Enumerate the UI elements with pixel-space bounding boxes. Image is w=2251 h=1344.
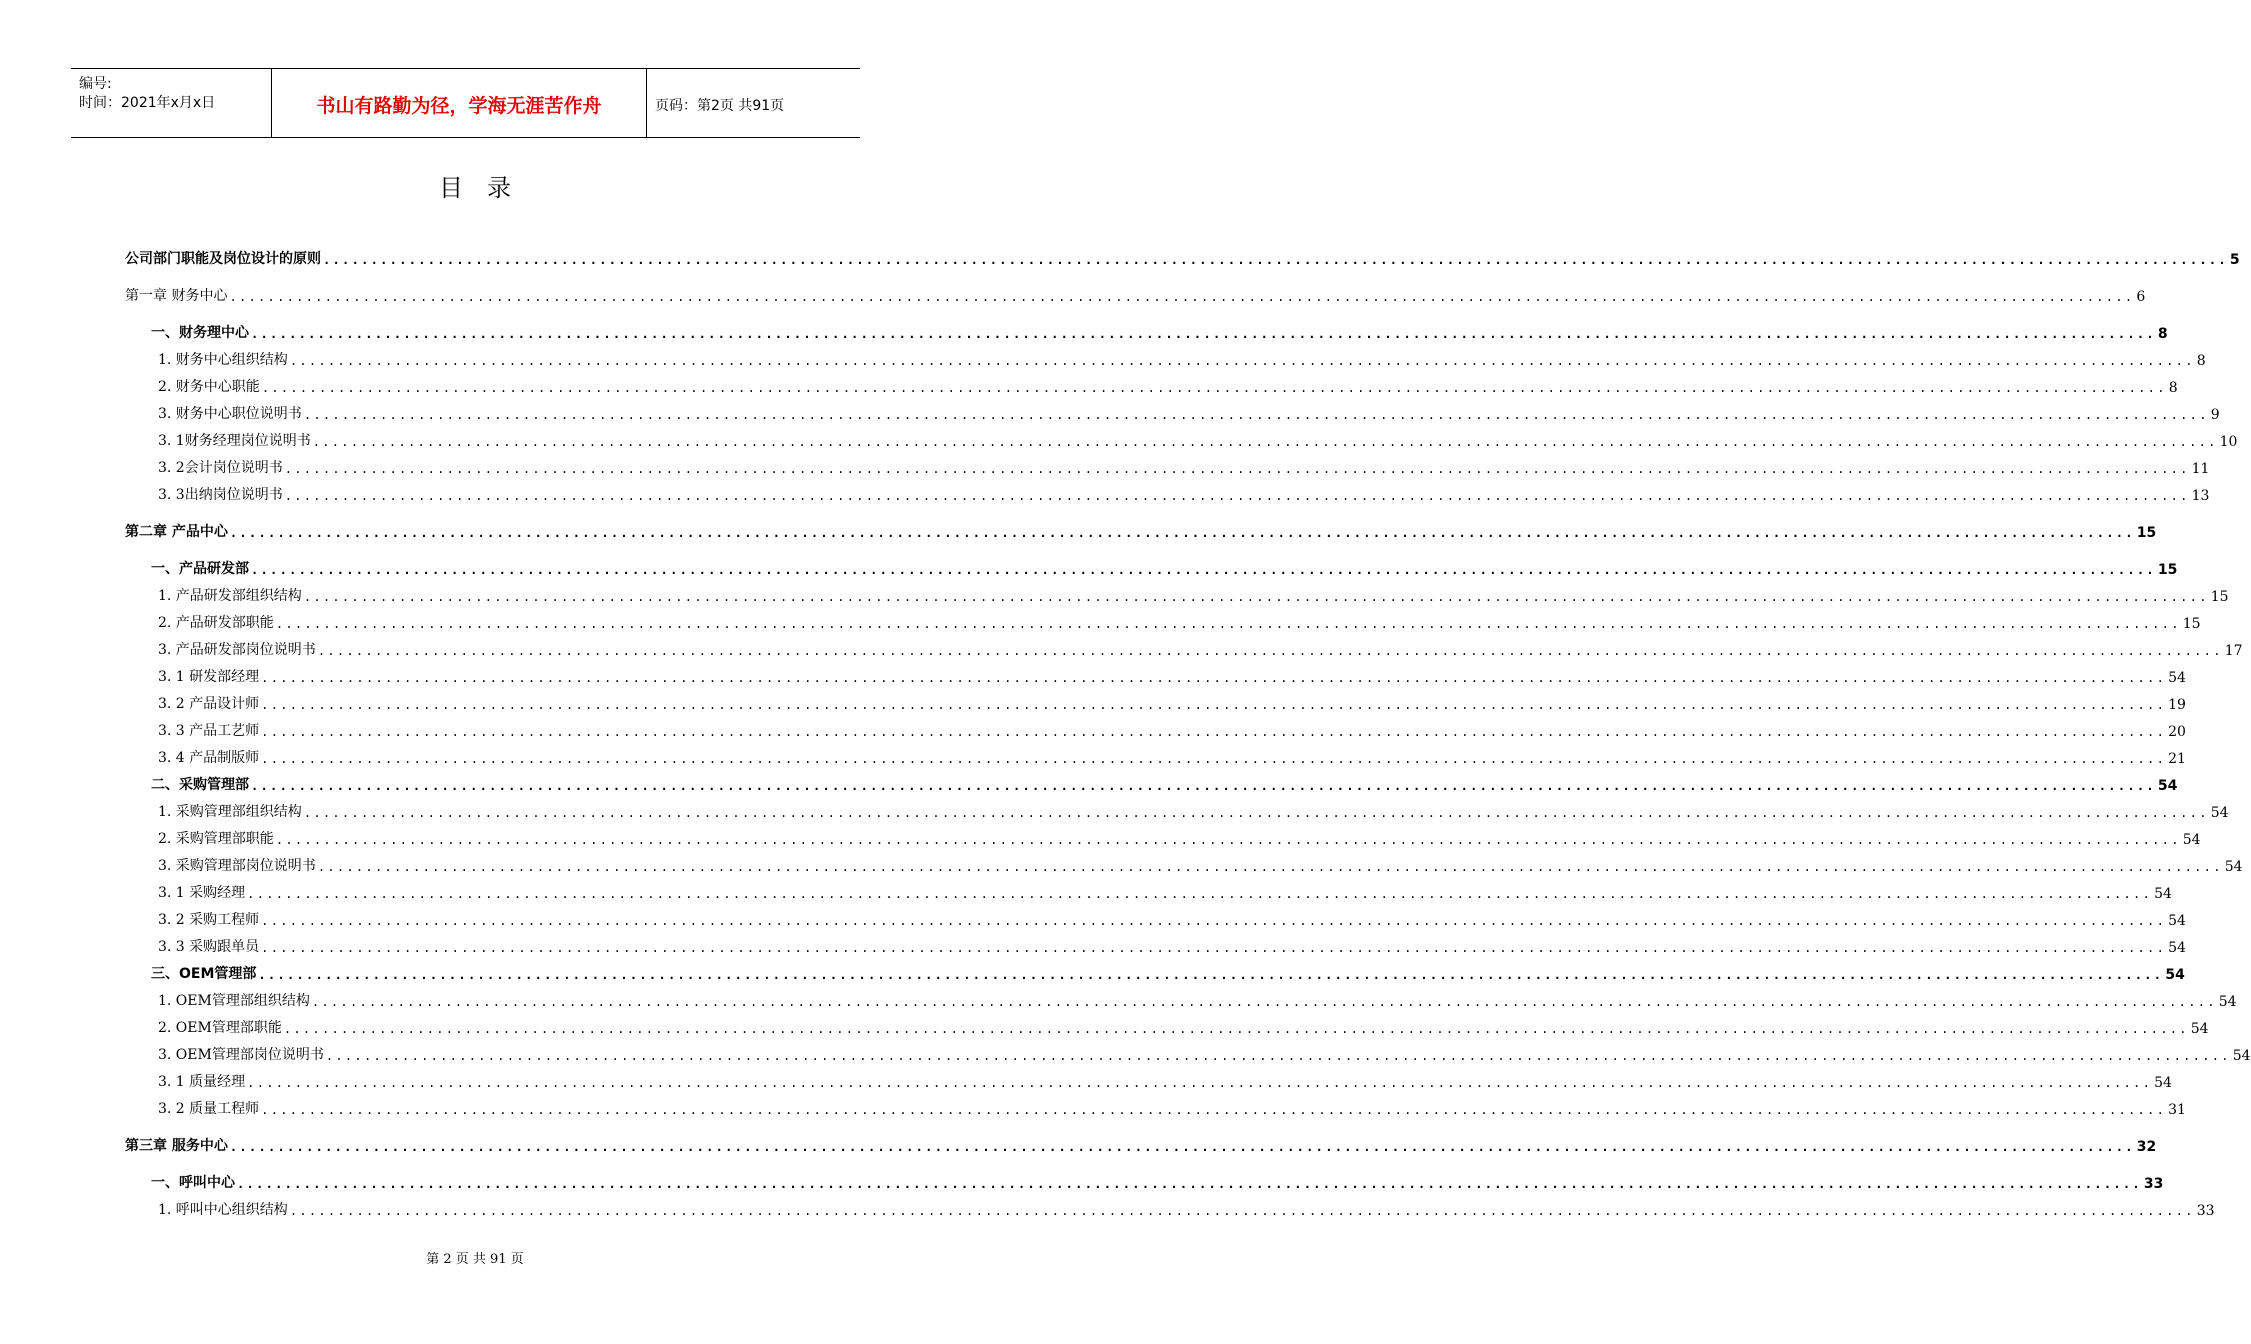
- toc-leader-dots: ........................................................................................................................................................................................................: [261, 381, 2167, 395]
- toc-entry-label: 3. 1 质量经理: [158, 1074, 246, 1090]
- toc-leader-dots: ........................................................................................................................................................................................................: [303, 590, 2209, 604]
- toc-leader-dots: ........................................................................................................................................................................................................: [317, 644, 2223, 658]
- toc-entry-page: 15: [2136, 525, 2157, 541]
- toc-entry-page: 31: [2168, 1102, 2186, 1118]
- toc-entry-page: 20: [2168, 724, 2186, 740]
- toc-leader-dots: ........................................................................................................................................................................................................: [251, 327, 2156, 341]
- toc-entry-label: 1. 财务中心组织结构: [158, 352, 288, 368]
- toc-entry-page: 54: [2190, 1021, 2209, 1037]
- toc-entry-label: 三、OEM管理部: [151, 966, 257, 982]
- toc-entry-page: 15: [2210, 589, 2229, 605]
- toc-entry-page: 5: [2229, 252, 2240, 268]
- header-meta: [79, 75, 215, 113]
- toc-entry-label: 3. 产品研发部岗位说明书: [158, 642, 316, 658]
- toc-entry-page: 54: [2232, 1048, 2251, 1064]
- toc-leader-dots: ........................................................................................................................................................................................................: [251, 563, 2156, 577]
- toc-entry[interactable]: [125, 1044, 2251, 1064]
- toc-entry-label: 3. 采购管理部岗位说明书: [158, 858, 316, 874]
- toc-leader-dots: ........................................................................................................................................................................................................: [261, 941, 2167, 955]
- toc-entry[interactable]: [125, 585, 2229, 605]
- toc-entry[interactable]: [125, 1199, 2215, 1219]
- toc-entry[interactable]: [125, 774, 2178, 794]
- toc-entry[interactable]: [125, 666, 2186, 686]
- toc-entry[interactable]: [125, 1135, 2157, 1155]
- toc-leader-dots: ........................................................................................................................................................................................................: [229, 526, 2135, 540]
- toc-leader-dots: ........................................................................................................................................................................................................: [229, 290, 2135, 304]
- toc-leader-dots: ........................................................................................................................................................................................................: [261, 752, 2167, 766]
- toc-leader-dots: ........................................................................................................................................................................................................: [237, 1177, 2142, 1191]
- toc-entry-label: 2. OEM管理部职能: [158, 1020, 282, 1036]
- toc-entry[interactable]: [125, 430, 2238, 450]
- toc-entry-page: 10: [2219, 434, 2238, 450]
- toc-entry-label: 一、产品研发部: [151, 561, 249, 577]
- toc-leader-dots: ........................................................................................................................................................................................................: [261, 1103, 2167, 1117]
- toc-entry-page: 15: [2182, 616, 2201, 632]
- toc-entry[interactable]: [125, 1017, 2209, 1037]
- page-title: 目录: [439, 174, 535, 202]
- toc-leader-dots: ........................................................................................................................................................................................................: [325, 1049, 2231, 1063]
- toc-entry-label: 二、采购管理部: [151, 777, 249, 793]
- toc-entry-page: 54: [2165, 967, 2185, 983]
- toc-entry[interactable]: [125, 990, 2237, 1010]
- toc-entry[interactable]: [125, 747, 2186, 767]
- toc-entry-label: 3. 2 产品设计师: [158, 696, 260, 712]
- toc-entry-label: 1. 采购管理部组织结构: [158, 804, 302, 820]
- toc-entry[interactable]: [125, 828, 2201, 848]
- toc-entry[interactable]: [125, 855, 2243, 875]
- toc-entry[interactable]: [125, 558, 2178, 578]
- toc-entry-label: 第二章 产品中心: [125, 524, 228, 540]
- toc-entry-label: 3. 3 产品工艺师: [158, 723, 260, 739]
- toc-entry[interactable]: [125, 403, 2220, 423]
- toc-leader-dots: ........................................................................................................................................................................................................: [312, 435, 2218, 449]
- toc-entry-label: 3. 2会计岗位说明书: [158, 460, 283, 476]
- toc-entry[interactable]: [125, 376, 2178, 396]
- toc-entry-label: 2. 财务中心职能: [158, 379, 260, 395]
- toc-entry-page: 54: [2168, 940, 2186, 956]
- toc-leader-dots: ........................................................................................................................................................................................................: [258, 968, 2164, 982]
- toc-entry[interactable]: [125, 612, 2201, 632]
- toc-entry[interactable]: [125, 457, 2210, 477]
- toc-entry-page: 15: [2157, 562, 2178, 578]
- toc-entry-page: 21: [2168, 751, 2186, 767]
- toc-entry-page: 8: [2157, 326, 2168, 342]
- toc-entry-page: 54: [2154, 1075, 2172, 1091]
- toc-entry-label: 3. 3出纳岗位说明书: [158, 487, 283, 503]
- toc-entry-page: 8: [2168, 380, 2178, 396]
- toc-entry-label: 第一章 财务中心: [125, 288, 228, 304]
- toc-entry[interactable]: [125, 909, 2186, 929]
- toc-entry[interactable]: [125, 1071, 2172, 1091]
- toc-entry[interactable]: [125, 1098, 2186, 1118]
- toc-entry[interactable]: [125, 720, 2186, 740]
- toc-leader-dots: ........................................................................................................................................................................................................: [289, 1204, 2195, 1218]
- toc-entry-page: 11: [2191, 461, 2210, 477]
- page-footer: 第 2 页 共 91 页: [426, 1252, 524, 1267]
- toc-entry[interactable]: [125, 963, 2185, 983]
- toc-entry-label: 3. 1 采购经理: [158, 885, 246, 901]
- toc-leader-dots: ........................................................................................................................................................................................................: [261, 725, 2167, 739]
- toc-entry[interactable]: [125, 936, 2186, 956]
- toc-entry[interactable]: [125, 1172, 2164, 1192]
- toc-leader-dots: ........................................................................................................................................................................................................: [311, 995, 2217, 1009]
- toc-entry-label: 3. 1财务经理岗位说明书: [158, 433, 311, 449]
- toc-entry[interactable]: [125, 693, 2186, 713]
- toc-leader-dots: ........................................................................................................................................................................................................: [275, 617, 2181, 631]
- toc-entry[interactable]: [125, 639, 2243, 659]
- toc-leader-dots: ........................................................................................................................................................................................................: [284, 489, 2190, 503]
- toc-entry-label: 3. 4 产品制版师: [158, 750, 260, 766]
- toc-leader-dots: ........................................................................................................................................................................................................: [261, 671, 2167, 685]
- toc-entry-page: 13: [2191, 488, 2210, 504]
- toc-leader-dots: ........................................................................................................................................................................................................: [247, 1076, 2153, 1090]
- toc-entry-page: 54: [2210, 805, 2229, 821]
- toc-entry[interactable]: [125, 285, 2146, 305]
- toc-entry-label: 第三章 服务中心: [125, 1138, 228, 1154]
- toc-entry-page: 6: [2136, 289, 2146, 305]
- toc-entry-label: 公司部门职能及岗位设计的原则: [125, 251, 321, 267]
- page-header: [71, 68, 860, 138]
- toc-leader-dots: ........................................................................................................................................................................................................: [261, 914, 2167, 928]
- toc-leader-dots: ........................................................................................................................................................................................................: [284, 462, 2190, 476]
- toc-entry-label: 1. 产品研发部组织结构: [158, 588, 302, 604]
- toc-entry-page: 9: [2210, 407, 2220, 423]
- toc-leader-dots: ........................................................................................................................................................................................................: [275, 833, 2181, 847]
- toc-entry-page: 54: [2224, 859, 2243, 875]
- toc-entry-page: 17: [2224, 643, 2243, 659]
- toc-entry-label: 1. OEM管理部组织结构: [158, 993, 310, 1009]
- toc-leader-dots: ........................................................................................................................................................................................................: [229, 1140, 2135, 1154]
- toc-entry[interactable]: [125, 349, 2206, 369]
- toc-entry-page: 32: [2136, 1139, 2157, 1155]
- toc-entry-label: 一、呼叫中心: [151, 1175, 235, 1191]
- toc-entry-page: 54: [2168, 670, 2186, 686]
- toc-entry[interactable]: [125, 484, 2210, 504]
- toc-entry-label: 3. OEM管理部岗位说明书: [158, 1047, 324, 1063]
- toc-entry-label: 3. 2 质量工程师: [158, 1101, 260, 1117]
- toc-entry-page: 54: [2157, 778, 2178, 794]
- toc-leader-dots: ........................................................................................................................................................................................................: [289, 354, 2195, 368]
- toc-entry-page: 54: [2182, 832, 2201, 848]
- toc-leader-dots: ........................................................................................................................................................................................................: [247, 887, 2153, 901]
- toc-entry-page: 33: [2143, 1176, 2164, 1192]
- header-divider: [646, 69, 647, 137]
- header-time-label: 时间：2021年x月x日: [79, 95, 216, 111]
- toc-entry-page: 54: [2218, 994, 2237, 1010]
- toc-entry-page: 8: [2196, 353, 2206, 369]
- header-motto: 书山有路勤为径，学海无涯苦作舟: [316, 95, 602, 117]
- toc-entry[interactable]: [125, 521, 2157, 541]
- toc-leader-dots: ........................................................................................................................................................................................................: [303, 408, 2209, 422]
- toc-entry-label: 1. 呼叫中心组织结构: [158, 1202, 288, 1218]
- header-number-label: 编号:: [79, 76, 112, 92]
- toc-entry-label: 2. 产品研发部职能: [158, 615, 274, 631]
- header-page-info: 页码：第2页 共91页: [655, 98, 785, 114]
- toc-entry-label: 3. 1 研发部经理: [158, 669, 260, 685]
- toc-entry[interactable]: [125, 322, 2168, 342]
- toc-leader-dots: ........................................................................................................................................................................................................: [323, 253, 2228, 267]
- toc-entry-label: 3. 3 采购跟单员: [158, 939, 260, 955]
- toc-entry-page: 19: [2168, 697, 2186, 713]
- toc-leader-dots: ........................................................................................................................................................................................................: [303, 806, 2209, 820]
- toc-entry-label: 2. 采购管理部职能: [158, 831, 274, 847]
- toc-leader-dots: ........................................................................................................................................................................................................: [261, 698, 2167, 712]
- toc-entry[interactable]: [125, 248, 2240, 268]
- toc-entry[interactable]: [125, 801, 2229, 821]
- toc-leader-dots: ........................................................................................................................................................................................................: [283, 1022, 2189, 1036]
- toc-entry-label: 3. 财务中心职位说明书: [158, 406, 302, 422]
- toc-leader-dots: ........................................................................................................................................................................................................: [251, 779, 2156, 793]
- toc-entry-label: 一、财务理中心: [151, 325, 249, 341]
- toc-entry-page: 33: [2196, 1203, 2215, 1219]
- toc-entry-label: 3. 2 采购工程师: [158, 912, 260, 928]
- toc-entry-page: 54: [2168, 913, 2186, 929]
- toc-entry-page: 54: [2154, 886, 2172, 902]
- toc-entry[interactable]: [125, 882, 2172, 902]
- toc-leader-dots: ........................................................................................................................................................................................................: [317, 860, 2223, 874]
